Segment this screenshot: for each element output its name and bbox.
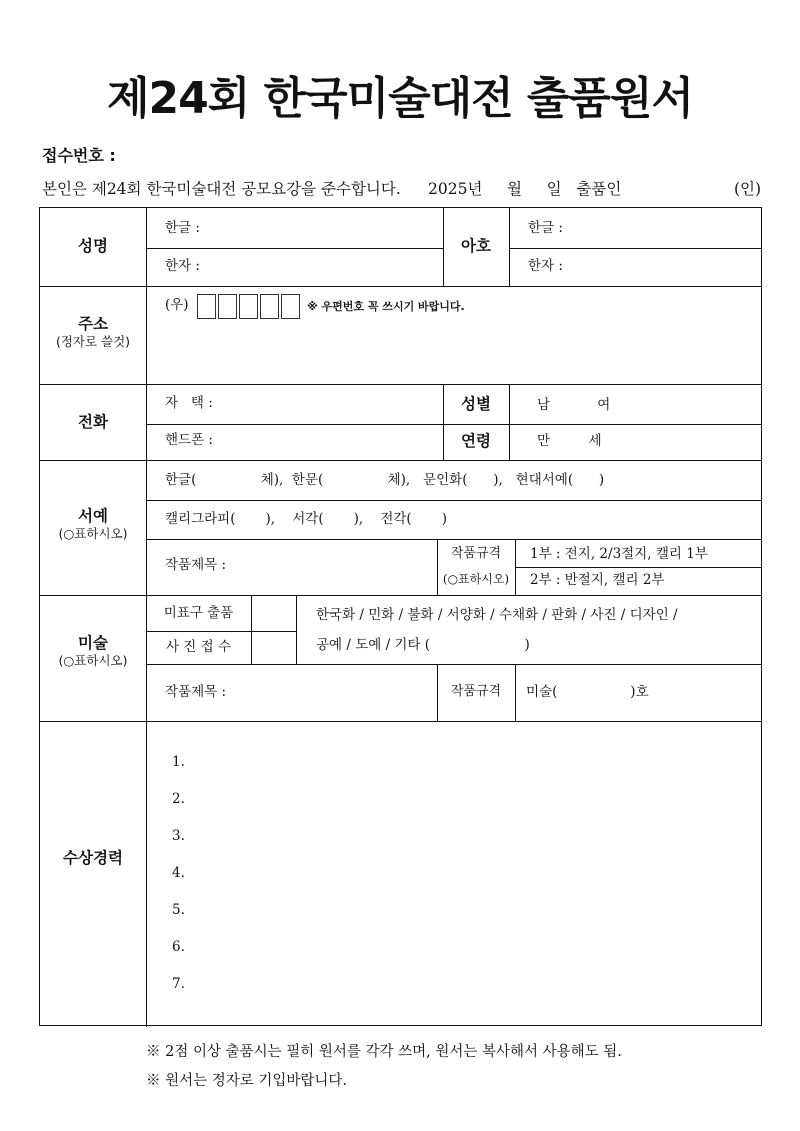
age-field[interactable]: 만 세 [537,433,602,449]
application-form-table [39,207,762,1026]
art-spec-label: 작품규격 [450,684,502,699]
awards-label: 수상경력 [63,849,123,867]
postal-digit-box[interactable] [239,294,258,319]
name-hangul-field[interactable]: 한글 : [165,220,200,236]
art-work-title-field[interactable]: 작품제목 : [165,684,227,700]
postal-prefix: (우) [165,297,189,313]
divider [146,539,762,540]
divider [146,500,762,501]
art-genre-options[interactable]: 한국화 / 민화 / 불화 / 서양화 / 수채화 / 판화 / 사진 / 디자인 / [316,607,678,623]
pen-name-hanja-field[interactable]: 한자 : [528,258,563,274]
pen-name-label: 아호 [461,237,491,255]
divider [40,595,762,596]
postal-digit-box[interactable] [218,294,237,319]
award-item[interactable]: 2. [172,791,185,807]
divider [40,721,762,722]
award-item[interactable]: 4. [172,865,185,881]
form-title: 제24회 한국미술대전 출품원서 [107,73,693,124]
divider [515,567,762,568]
note-copy-allowed: ※ 2점 이상 출품시는 필히 원서를 각각 쓰며, 원서는 복사해서 사용해도 됨. [146,1044,622,1060]
divider [146,424,762,425]
mobile-phone-field[interactable]: 핸드폰 : [165,432,213,448]
calligraphy-spec-option-2[interactable]: 2부 : 반절지, 캘리 2부 [530,572,665,588]
postal-note: ※ 우편번호 꼭 쓰시기 바랍니다. [307,300,465,313]
calligraphy-spec-option-1[interactable]: 1부 : 전지, 2/3절지, 캘리 1부 [530,546,708,562]
receipt-number-label: 접수번호 : [42,146,116,165]
home-phone-field[interactable]: 자 택 : [165,395,213,411]
phone-label: 전화 [78,413,108,431]
divider [509,384,510,460]
name-hanja-field[interactable]: 한자 : [165,258,200,274]
address-label [40,314,146,350]
postal-digit-box[interactable] [197,294,216,319]
gender-label: 성별 [461,395,491,413]
award-item[interactable]: 3. [172,828,185,844]
name-label: 성명 [78,237,108,255]
pledge-statement: 본인은 제24회 한국미술대전 공모요강을 준수합니다. [42,180,401,198]
art-label-text: 미술 [78,634,108,652]
calligraphy-label [40,506,146,542]
note-print-clearly: ※ 원서는 정자로 기입바랍니다. [146,1073,348,1089]
pen-name-hangul-field[interactable]: 한글 : [528,220,563,236]
gender-options[interactable]: 남 여 [537,397,611,413]
calligraphy-style-options[interactable]: 한글( 체), 한문( 체), 문인화( ), 현대서예( ) [165,472,605,488]
unframed-label: 미표구 출품 [163,605,234,621]
calligraphy-spec-label: 작품규격 [450,546,502,561]
address-label-text: 주소 [78,315,108,333]
postal-digit-box[interactable] [260,294,279,319]
art-label [40,633,146,669]
award-item[interactable]: 7. [172,976,185,992]
divider [40,460,762,461]
photo-check-cell[interactable] [252,632,296,664]
calligraphy-spec-note: (○표하시오) [442,572,510,586]
age-label: 연령 [461,432,491,450]
divider [296,595,297,664]
award-item[interactable]: 6. [172,939,185,955]
pledge-date-line: 2025년 월 일 출품인 [428,180,622,198]
divider [509,248,762,249]
art-genre-options-2[interactable]: 공예 / 도예 / 기타 ( ) [316,637,530,653]
address-note: (정자로 쓸것) [55,334,131,350]
calligraphy-type-options[interactable]: 캘리그라피( ), 서각( ), 전각( ) [165,511,447,527]
postal-digit-box[interactable] [281,294,300,319]
divider [40,286,762,287]
divider [509,208,510,286]
art-note: (○표하시오) [58,653,128,669]
divider [40,384,762,385]
calligraphy-work-title-field[interactable]: 작품제목 : [165,557,227,573]
unframed-check-cell[interactable] [252,596,296,630]
art-spec-field[interactable]: 미술( )호 [526,684,649,700]
calligraphy-note: (○표하시오) [58,526,128,542]
award-item[interactable]: 1. [172,754,185,770]
photo-submission-label: 사 진 접 수 [165,639,232,655]
award-item[interactable]: 5. [172,902,185,918]
divider [146,664,762,665]
divider [515,664,516,721]
seal-mark: (인) [734,180,762,198]
divider [146,248,443,249]
calligraphy-label-text: 서예 [78,507,108,525]
